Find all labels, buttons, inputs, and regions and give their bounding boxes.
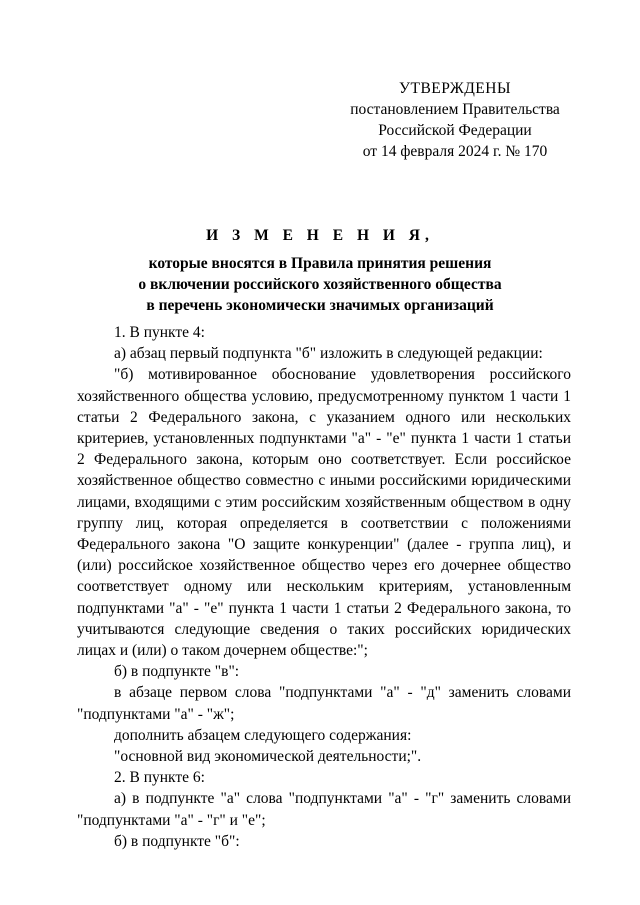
body-paragraph: в абзаце первом слова "подпунктами "а" - "д" заменить словами "подпунктами "а" - "ж"; <box>77 684 571 723</box>
document-title-block <box>0 225 640 316</box>
approval-line-1: постановлением Правительства <box>350 101 560 118</box>
document-body <box>77 322 571 852</box>
approval-line-2: Российской Федерации <box>378 122 532 139</box>
body-paragraph: а) в подпункте "а" слова "подпунктами "а" - "г" заменить словами "подпунктами "а" - "г" и "е"; <box>77 790 571 829</box>
document-title: И З М Е Н Е Н И Я, <box>206 227 434 244</box>
body-paragraph: дополнить абзацем следующего содержания: <box>114 726 412 744</box>
document-subtitle-line: в перечень экономически значимых организаций <box>146 297 494 314</box>
body-paragraph: 2. В пункте 6: <box>114 769 205 787</box>
body-paragraph: а) абзац первый подпункта "б" изложить в следующей редакции: <box>114 345 543 363</box>
body-paragraph: б) в подпункте "б": <box>114 832 240 850</box>
approval-line-3: от 14 февраля 2024 г. № 170 <box>362 143 548 160</box>
approval-heading: УТВЕРЖДЕНЫ <box>399 80 511 97</box>
body-paragraph: б) в подпункте "в": <box>114 663 240 681</box>
document-subtitle-line: о включении российского хозяйственного общества <box>138 276 502 293</box>
body-paragraph: 1. В пункте 4: <box>114 324 205 341</box>
document-subtitle-line: которые вносятся в Правила принятия решения <box>148 255 492 272</box>
body-paragraph: "б) мотивированное обоснование удовлетворения российского хозяйственного общества условию, предусмотренному пунктом 1 части 1 статьи 2 Федерального закона, с указанием одного или нескольких критериев, установленных подпунктами "а" - "е" пункта 1 части 1 статьи 2 Федерального закона, которым оно соответствует. Если российское хозяйственное общество совместно с иными российскими юридическими лицами, входящими с этим российским хозяйственным обществом в одну группу лиц, которая определяется в соответствии с положениями Федерального закона "О защите конкуренции" (далее - группа лиц), и (или) российское хозяйственное общество через его дочернее общество соответствует одному или нескольким критериям, установленным подпунктами "а" - "е" пункта 1 части 1 статьи 2 Федерального закона, то учитываются следующие сведения о таких российских юридических лицах и (или) о таком дочернем обществе:"; <box>77 366 571 660</box>
body-paragraph: "основной вид экономической деятельности;". <box>114 748 422 766</box>
approval-block <box>340 78 570 162</box>
